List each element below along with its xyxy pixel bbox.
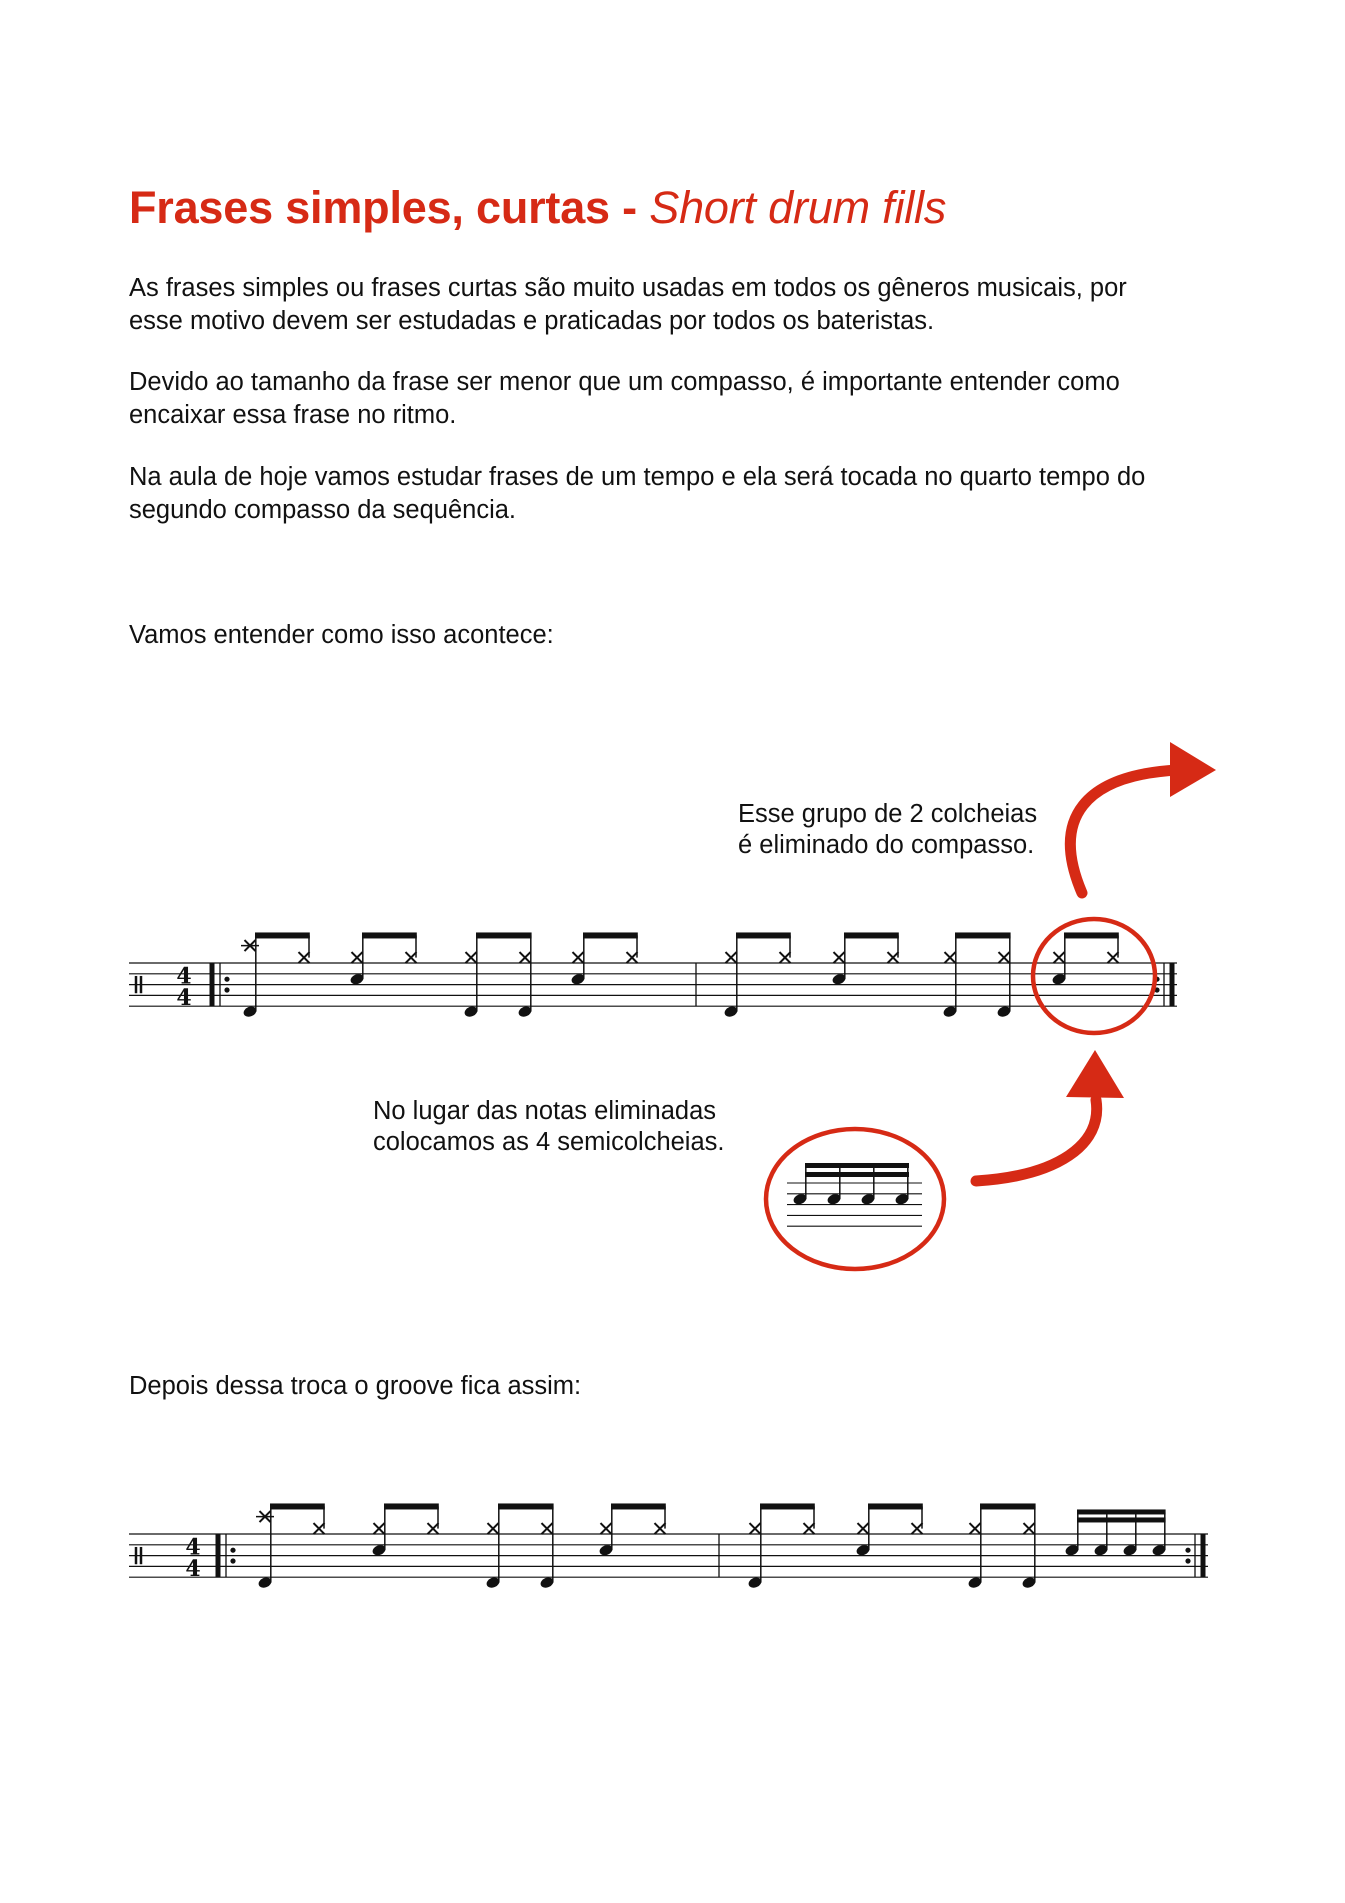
hihat-note xyxy=(1054,952,1065,963)
sixteenth-beam-secondary xyxy=(805,1172,909,1177)
time-signature-bottom: 4 xyxy=(176,985,192,1012)
time-signature-top: 4 xyxy=(185,1534,201,1561)
arrow-in-head-icon xyxy=(1066,1050,1124,1098)
highlight-circle-fill xyxy=(766,1129,944,1269)
hihat-note xyxy=(542,1523,553,1534)
eighth-beam xyxy=(498,1503,554,1509)
eighth-beam xyxy=(362,932,417,938)
hihat-note xyxy=(406,952,417,963)
paragraph-size: Devido ao tamanho da frase ser menor que um compasso, é importante entender como encaixar essa frase no ritmo. xyxy=(129,368,1120,429)
repeat-dot xyxy=(224,977,229,982)
hihat-note xyxy=(999,952,1010,963)
sixteenth-beam-secondary xyxy=(1077,1517,1166,1522)
arrow-out-head-icon xyxy=(1170,742,1216,797)
hihat-note xyxy=(299,952,310,963)
eighth-note-group xyxy=(570,932,638,986)
eighth-beam xyxy=(476,932,532,938)
eighth-beam xyxy=(736,932,791,938)
hihat-note xyxy=(601,1523,612,1534)
eighth-beam xyxy=(611,1503,666,1509)
paragraph-intro: As frases simples ou frases curtas são muito usadas em todos os gêneros musicais, por esse motivo devem ser estudadas e praticadas por todos os bateristas. xyxy=(129,274,1127,335)
paragraph-lesson: Na aula de hoje vamos estudar frases de um tempo e ela será tocada no quarto tempo do segundo compasso da sequência. xyxy=(129,463,1146,524)
staff-original-groove xyxy=(129,932,1177,1018)
annotations xyxy=(766,742,1216,1269)
intro-label: Vamos entender como isso acontece: xyxy=(129,621,554,649)
hihat-note xyxy=(780,952,791,963)
callout-replacement: No lugar das notas eliminadas colocamos as 4 semicolcheias. xyxy=(373,1097,725,1156)
fill-snippet-staff xyxy=(787,1163,922,1226)
hihat-note xyxy=(428,1523,439,1534)
hihat-note xyxy=(488,1523,499,1534)
hihat-note xyxy=(834,952,845,963)
callout-removed-group: Esse grupo de 2 colcheias é eliminado do compasso. xyxy=(738,800,1038,859)
hihat-note xyxy=(750,1523,761,1534)
hihat-note xyxy=(726,952,737,963)
eighth-beam xyxy=(255,932,310,938)
repeat-dot xyxy=(224,987,229,992)
repeat-dot xyxy=(1185,1558,1190,1563)
eighth-note-group xyxy=(371,1503,439,1557)
hihat-note xyxy=(520,952,531,963)
hihat-note xyxy=(858,1523,869,1534)
eighth-beam xyxy=(844,932,899,938)
eighth-note-group xyxy=(831,932,899,986)
hihat-note xyxy=(945,952,956,963)
sixteenth-fill-group xyxy=(1064,1509,1167,1557)
repeat-dot xyxy=(230,1558,235,1563)
hihat-note xyxy=(888,952,899,963)
eighth-beam xyxy=(583,932,638,938)
arrow-out-icon xyxy=(1070,770,1178,893)
hihat-note xyxy=(1108,952,1119,963)
eighth-beam xyxy=(955,932,1011,938)
eighth-note-group xyxy=(349,932,417,986)
title-subtitle: Short drum fills xyxy=(649,182,947,233)
staff-final-groove xyxy=(129,1503,1208,1589)
hihat-note xyxy=(912,1523,923,1534)
eighth-beam xyxy=(270,1503,325,1509)
time-signature-bottom: 4 xyxy=(185,1556,201,1583)
hihat-note xyxy=(627,952,638,963)
hihat-note xyxy=(573,952,584,963)
eighth-note-group xyxy=(1051,932,1119,986)
sixteenth-beam-primary xyxy=(805,1163,909,1168)
hihat-note xyxy=(314,1523,325,1534)
eighth-beam xyxy=(868,1503,923,1509)
eighth-note-group xyxy=(598,1503,666,1557)
result-label: Depois dessa troca o groove fica assim: xyxy=(129,1372,582,1400)
sixteenth-beam-primary xyxy=(1077,1509,1166,1514)
hihat-note xyxy=(804,1523,815,1534)
hihat-note xyxy=(374,1523,385,1534)
hihat-note xyxy=(352,952,363,963)
eighth-beam xyxy=(384,1503,439,1509)
repeat-dot xyxy=(230,1548,235,1553)
repeat-dot xyxy=(1185,1548,1190,1553)
time-signature-top: 4 xyxy=(176,963,192,990)
eighth-note-group xyxy=(855,1503,923,1557)
title-main: Frases simples, curtas - xyxy=(129,182,650,233)
eighth-beam xyxy=(760,1503,815,1509)
hihat-note xyxy=(655,1523,666,1534)
hihat-note xyxy=(970,1523,981,1534)
eighth-beam xyxy=(1064,932,1119,938)
eighth-beam xyxy=(980,1503,1036,1509)
arrow-in-icon xyxy=(976,1100,1097,1181)
hihat-note xyxy=(1024,1523,1035,1534)
hihat-note xyxy=(466,952,477,963)
